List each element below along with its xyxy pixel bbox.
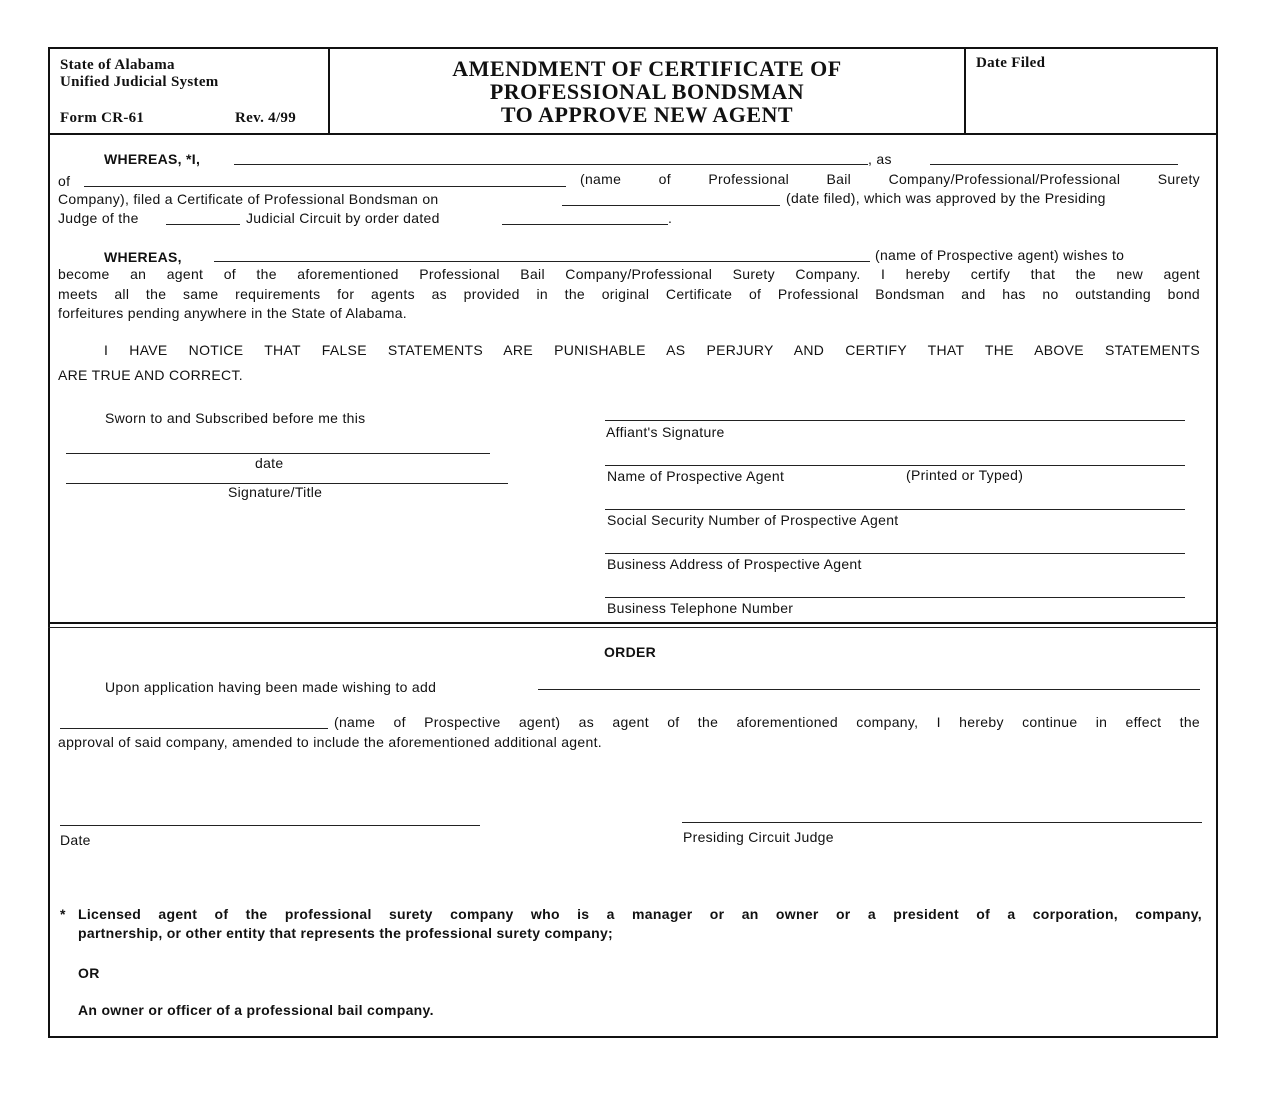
order-section-rule [48,622,1218,624]
footnote-line-1: Licensed agent of the professional surety company who is a manager or an owner or a president of a corporation, company, [78,906,1202,922]
header-divider-right [964,48,966,133]
order-line-3: approval of said company, amended to include the aforementioned additional agent. [58,734,602,750]
date-filed-label: Date Filed [976,55,1046,71]
judge-signature-line[interactable] [682,822,1202,823]
agent-phone-line[interactable] [605,597,1185,598]
form-number: Form CR-61 [60,110,145,126]
prospective-agent-line[interactable] [214,261,870,262]
agent-name-label: Name of Prospective Agent [607,468,785,484]
form-title-line-2: PROFESSIONAL BONDSMAN [489,79,805,104]
whereas-1-lead: WHEREAS, *I, [104,151,201,167]
whereas-2-lead: WHEREAS, [104,249,182,265]
whereas-1-line-2b: (date filed), which was approved by the Presiding [786,190,1106,206]
whereas-1-as: , as [868,151,892,167]
whereas-1-name-note: (name of Professional Bail Company/Professional/Professional Surety [580,171,1200,187]
affiant-title-line[interactable] [930,164,1178,165]
sworn-date-label: date [255,455,284,471]
form-title-line-3: TO APPROVE NEW AGENT [500,102,794,127]
order-date-line[interactable] [502,224,668,225]
whereas-1-line-3-end: . [668,210,673,226]
judge-signature-label: Presiding Circuit Judge [683,829,834,845]
footnote-line-3: An owner or officer of a professional bail company. [78,1002,434,1018]
judicial-circuit-line[interactable] [166,224,240,225]
footnote-star: * [60,906,66,922]
whereas-2-line-1-end: (name of Prospective agent) wishes to [875,247,1125,263]
order-date-signature-line[interactable] [60,825,480,826]
footnote-or: OR [78,965,100,981]
state-name: State of Alabama [60,57,175,73]
notary-signature-label: Signature/Title [228,484,323,500]
footnote-line-2: partnership, or other entity that represents the professional surety company; [78,925,613,941]
header-bottom-rule [48,133,1218,135]
date-filed-line[interactable] [562,205,780,206]
whereas-2-line-2: become an agent of the aforementioned Professional Bail Company/Professional Surety Company. I hereby certify that the new agent [58,266,1200,282]
whereas-1-line-2a: Company), filed a Certificate of Professional Bondsman on [58,191,439,207]
whereas-2-line-4: forfeitures pending anywhere in the State of Alabama. [58,305,408,321]
whereas-2-line-3: meets all the same requirements for agents as provided in the original Certificate of Professional Bondsman and has no outstanding bond [58,286,1200,302]
agent-phone-label: Business Telephone Number [607,600,794,616]
order-date-label: Date [60,832,91,848]
sworn-statement: Sworn to and Subscribed before me this [105,410,366,426]
affiant-signature-label: Affiant's Signature [606,424,725,440]
perjury-notice-line-1: I HAVE NOTICE THAT FALSE STATEMENTS ARE PUNISHABLE AS PERJURY AND CERTIFY THAT THE ABOVE STATEMENTS [104,342,1200,358]
agent-ssn-line[interactable] [605,509,1185,510]
form-revision: Rev. 4/99 [235,110,297,126]
affiant-name-line[interactable] [234,164,868,165]
agent-address-label: Business Address of Prospective Agent [607,556,862,572]
perjury-notice-line-2: ARE TRUE AND CORRECT. [58,367,243,383]
agent-name-note: (Printed or Typed) [906,467,1024,483]
order-section-rule-2 [48,627,1218,628]
whereas-1-of: of [58,173,71,189]
judicial-system-name: Unified Judicial System [60,74,219,90]
whereas-1-line-3b: Judicial Circuit by order dated [246,210,440,226]
order-heading: ORDER [603,644,657,660]
order-line-2: (name of Prospective agent) as agent of the aforementioned company, I hereby continue in effect the [334,714,1200,730]
whereas-1-line-3a: Judge of the [58,210,139,226]
agent-address-line[interactable] [605,553,1185,554]
order-agent-name-line-2[interactable] [60,728,328,729]
affiant-signature-line[interactable] [605,420,1185,421]
date-filed-field[interactable] [970,76,1210,128]
company-name-line[interactable] [84,186,566,187]
agent-name-line[interactable] [605,465,1185,466]
order-agent-name-line-1[interactable] [538,689,1200,690]
agent-ssn-label: Social Security Number of Prospective Agent [607,512,899,528]
order-line-1: Upon application having been made wishing to add [105,679,437,695]
form-title-line-1: AMENDMENT OF CERTIFICATE OF [452,56,842,81]
